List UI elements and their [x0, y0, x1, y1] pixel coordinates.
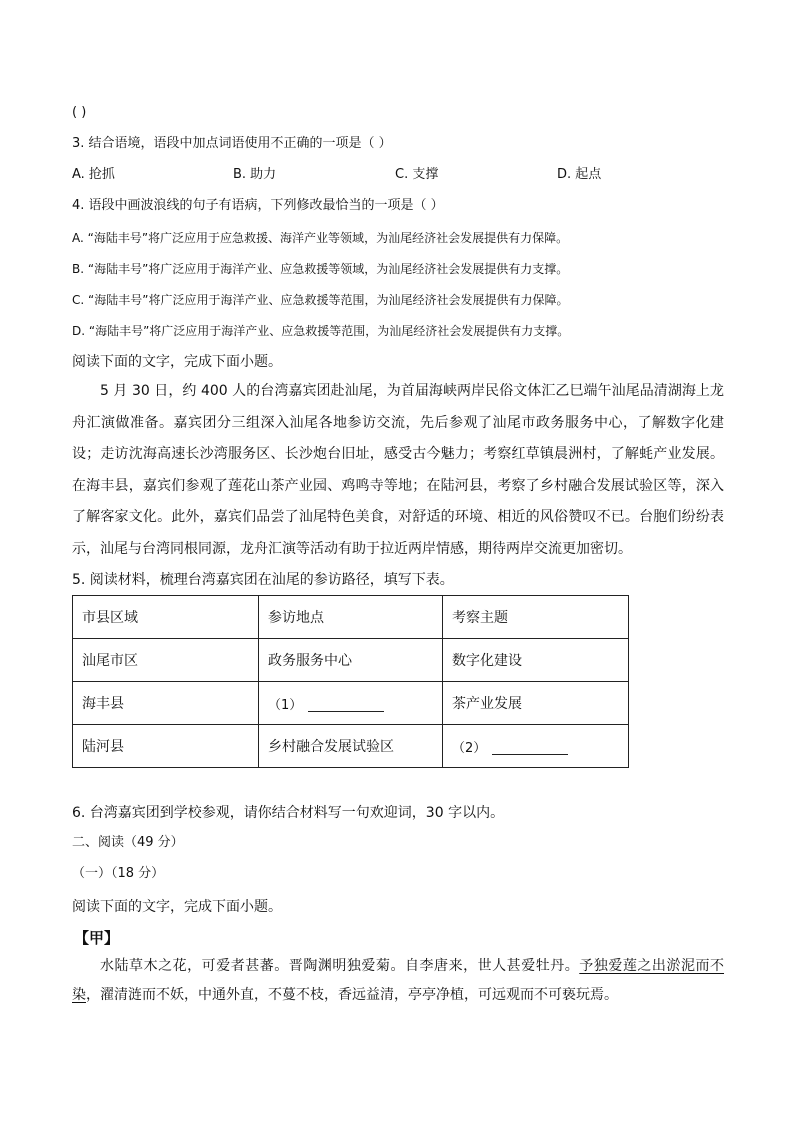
underlined-sentence: 染 — [72, 987, 86, 1003]
table-header-cell: 参访地点 — [259, 596, 443, 639]
answer-paren: ( ) — [72, 105, 87, 120]
table-cell: 茶产业发展 — [443, 682, 629, 725]
q3-option-b: B. 助力 — [233, 167, 277, 182]
passage-label-jia: 【甲】 — [74, 929, 120, 947]
blank-label: （1） — [268, 697, 303, 713]
table-cell: 乡村融合发展试验区 — [259, 725, 443, 768]
table-cell: 海丰县 — [73, 682, 259, 725]
q3-option-c: C. 支撑 — [395, 167, 439, 182]
table-cell: 汕尾市区 — [73, 639, 259, 682]
table-cell-blank-2[interactable] — [443, 725, 629, 768]
answer-blank-line — [308, 697, 384, 712]
q4-option-d: D. “海陆丰号”将广泛应用于海洋产业、应急救援等范围，为汕尾经济社会发展提供有力支撑。 — [72, 324, 570, 338]
section-heading: 二、阅读（49 分） — [72, 835, 184, 850]
underlined-sentence: 予独爱莲之出淤泥而不 — [579, 958, 725, 974]
table-header-cell: 考察主题 — [443, 596, 629, 639]
blank-label: （2） — [452, 740, 487, 756]
subsection-heading: （一）（18 分） — [72, 866, 165, 881]
q4-option-b: B. “海陆丰号”将广泛应用于海洋产业、应急救援等领域，为汕尾经济社会发展提供有力支撑。 — [72, 262, 569, 276]
q4-option-c: C. “海陆丰号”将广泛应用于海洋产业、应急救援等范围，为汕尾经济社会发展提供有力保障。 — [72, 293, 569, 307]
reading-instruction-2: 阅读下面的文字，完成下面小题。 — [72, 899, 282, 915]
visit-route-table — [72, 595, 629, 768]
table-row — [73, 682, 629, 725]
question-5-stem: 5. 阅读材料，梳理台湾嘉宾团在汕尾的参访路径，填写下表。 — [72, 572, 454, 588]
table-cell: 政务服务中心 — [259, 639, 443, 682]
q4-option-a: A. “海陆丰号”将广泛应用于应急救援、海洋产业等领域，为汕尾经济社会发展提供有力保障。 — [72, 231, 569, 245]
q3-option-d: D. 起点 — [557, 167, 602, 182]
answer-blank-line — [492, 740, 568, 755]
reading-instruction: 阅读下面的文字，完成下面小题。 — [72, 354, 282, 370]
table-cell: 陆河县 — [73, 725, 259, 768]
table-row — [73, 725, 629, 768]
passage-text: 水陆草木之花，可爱者甚蕃。晋陶渊明独爱菊。自李唐来，世人甚爱牡丹。 — [100, 958, 580, 974]
question-6-stem: 6. 台湾嘉宾团到学校参观，请你结合材料写一句欢迎词，30 字以内。 — [72, 805, 505, 821]
table-cell: 数字化建设 — [443, 639, 629, 682]
passage-text: ，濯清涟而不妖，中通外直，不蔓不枝，香远益清，亭亭净植，可远观而不可亵玩焉。 — [86, 987, 618, 1003]
table-cell-blank-1[interactable] — [259, 682, 443, 725]
news-passage: 5 月 30 日，约 400 人的台湾嘉宾团赴汕尾，为首届海峡两岸民俗文体汇乙巳端午汕尾品清湖海上龙舟汇演做准备。嘉宾团分三组深入汕尾各地参访交流，先后参观了汕尾市政务服务中心，了解数字化建设；走访沈海高速长沙湾服务区、长沙炮台旧址，感受古今魅力；考察红草镇晨洲村，了解蚝产业发展。在海丰县，嘉宾们参观了莲花山茶产业园、鸡鸣寺等地；在陆河县，考察了乡村融合发展试验区等，深入了解客家文化。此外，嘉宾们品尝了汕尾特色美食，对舒适的环境、相近的风俗赞叹不已。台胞们纷纷表示，汕尾与台湾同根同源，龙舟汇演等活动有助于拉近两岸情感，期待两岸交流更加密切。 — [72, 383, 724, 557]
table-header-cell: 市县区域 — [73, 596, 259, 639]
table-header-row — [73, 596, 629, 639]
q3-option-a: A. 抢抓 — [72, 167, 115, 182]
classical-passage — [72, 952, 724, 1010]
question-3-stem: 3. 结合语境，语段中加点词语使用不正确的一项是（ ） — [72, 136, 392, 151]
question-4-stem: 4. 语段中画波浪线的句子有语病，下列修改最恰当的一项是（ ） — [72, 198, 444, 213]
table-row — [73, 639, 629, 682]
